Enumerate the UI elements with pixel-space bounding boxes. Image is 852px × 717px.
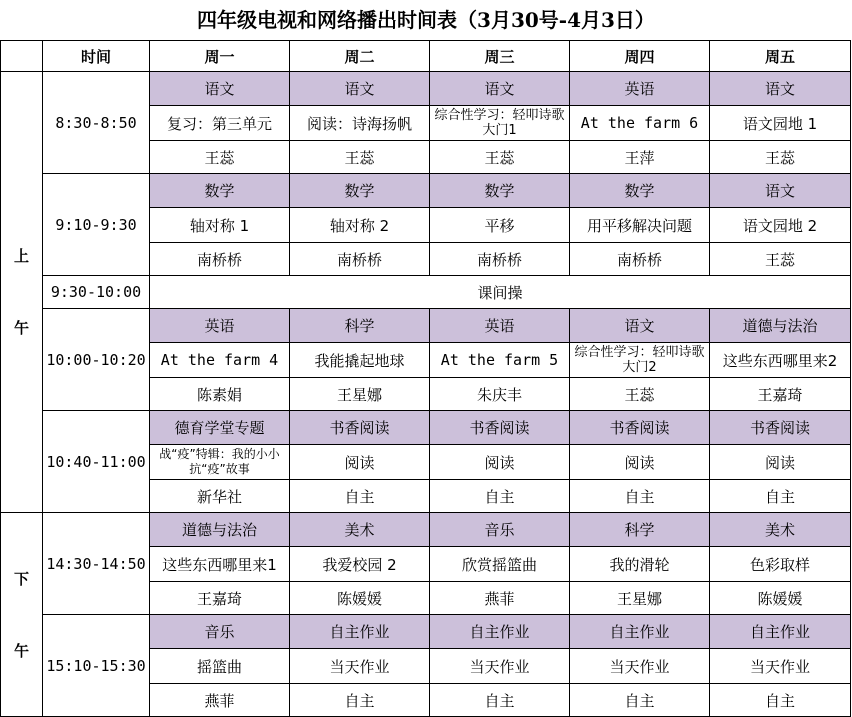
- header-wednesday: 周三: [430, 41, 570, 72]
- subject-cell: 音乐: [430, 513, 570, 547]
- topic-cell: 语文园地 1: [710, 106, 851, 141]
- break-row: [1, 276, 851, 309]
- teacher-cell: 王蕊: [710, 243, 851, 276]
- subject-cell: 自主作业: [290, 615, 430, 649]
- teacher-cell: 燕菲: [150, 684, 290, 717]
- afternoon-label: 下 午: [1, 513, 43, 717]
- topic-cell: 平移: [430, 208, 570, 243]
- topic-cell: 摇篮曲: [150, 649, 290, 684]
- subject-cell: 书香阅读: [570, 411, 710, 445]
- teacher-cell: 王蕊: [290, 141, 430, 174]
- topic-cell: 战“疫”特辑：我的小小抗“疫”故事: [150, 445, 290, 480]
- header-time: 时间: [43, 41, 150, 72]
- subject-cell: 道德与法治: [150, 513, 290, 547]
- topic-cell: 综合性学习：轻叩诗歌大门1: [430, 106, 570, 141]
- time-slot: 8:30-8:50: [43, 72, 150, 174]
- time-slot: 10:00-10:20: [43, 309, 150, 411]
- teacher-cell: 王蕊: [150, 141, 290, 174]
- subject-cell: 数学: [150, 174, 290, 208]
- teacher-cell: 新华社: [150, 480, 290, 513]
- teacher-cell: 王蕊: [710, 141, 851, 174]
- teacher-cell: 南桥桥: [150, 243, 290, 276]
- topic-cell: 这些东西哪里来1: [150, 547, 290, 582]
- subject-cell: 科学: [570, 513, 710, 547]
- topic-cell: At the farm 4: [150, 343, 290, 378]
- table-row: [1, 309, 851, 343]
- subject-cell: 数学: [290, 174, 430, 208]
- topic-cell: 当天作业: [570, 649, 710, 684]
- page-title: 四年级电视和网络播出时间表（3月30号-4月3日）: [197, 8, 655, 32]
- time-slot: 10:40-11:00: [43, 411, 150, 513]
- subject-cell: 自主作业: [710, 615, 851, 649]
- teacher-cell: 燕菲: [430, 582, 570, 615]
- teacher-cell: 王嘉琦: [150, 582, 290, 615]
- topic-cell: 我的滑轮: [570, 547, 710, 582]
- header-row: [1, 41, 851, 72]
- subject-cell: 书香阅读: [290, 411, 430, 445]
- topic-cell: 语文园地 2: [710, 208, 851, 243]
- header-thursday: 周四: [570, 41, 710, 72]
- teacher-cell: 自主: [430, 480, 570, 513]
- teacher-cell: 自主: [430, 684, 570, 717]
- topic-cell: 欣赏摇篮曲: [430, 547, 570, 582]
- topic-cell: 用平移解决问题: [570, 208, 710, 243]
- period-header-cell: [1, 41, 43, 72]
- teacher-cell: 自主: [290, 480, 430, 513]
- teacher-cell: 王蕊: [570, 378, 710, 411]
- schedule-table: [0, 40, 851, 717]
- subject-cell: 书香阅读: [710, 411, 851, 445]
- topic-cell: 阅读：诗海扬帆: [290, 106, 430, 141]
- teacher-cell: 陈媛媛: [290, 582, 430, 615]
- subject-cell: 音乐: [150, 615, 290, 649]
- teacher-cell: 南桥桥: [290, 243, 430, 276]
- subject-cell: 美术: [710, 513, 851, 547]
- teacher-cell: 陈媛媛: [710, 582, 851, 615]
- teacher-cell: 南桥桥: [570, 243, 710, 276]
- teacher-cell: 自主: [710, 684, 851, 717]
- topic-cell: 色彩取样: [710, 547, 851, 582]
- table-row: [1, 513, 851, 547]
- header-monday: 周一: [150, 41, 290, 72]
- teacher-cell: 王嘉琦: [710, 378, 851, 411]
- teacher-cell: 南桥桥: [430, 243, 570, 276]
- teacher-cell: 自主: [290, 684, 430, 717]
- subject-cell: 英语: [430, 309, 570, 343]
- subject-cell: 英语: [150, 309, 290, 343]
- subject-cell: 美术: [290, 513, 430, 547]
- topic-cell: 这些东西哪里来2: [710, 343, 851, 378]
- time-slot: 15:10-15:30: [43, 615, 150, 717]
- time-slot: 14:30-14:50: [43, 513, 150, 615]
- topic-cell: 我爱校园 2: [290, 547, 430, 582]
- teacher-cell: 王星娜: [290, 378, 430, 411]
- break-time: 9:30-10:00: [43, 276, 150, 309]
- subject-cell: 书香阅读: [430, 411, 570, 445]
- table-row: [1, 411, 851, 445]
- topic-cell: 综合性学习：轻叩诗歌大门2: [570, 343, 710, 378]
- topic-cell: 当天作业: [290, 649, 430, 684]
- subject-cell: 德育学堂专题: [150, 411, 290, 445]
- table-row: [1, 615, 851, 649]
- subject-cell: 语文: [710, 174, 851, 208]
- topic-cell: 阅读: [570, 445, 710, 480]
- teacher-cell: 自主: [570, 684, 710, 717]
- subject-cell: 语文: [430, 72, 570, 106]
- topic-cell: 轴对称 1: [150, 208, 290, 243]
- topic-cell: At the farm 6: [570, 106, 710, 141]
- subject-cell: 自主作业: [430, 615, 570, 649]
- subject-cell: 语文: [290, 72, 430, 106]
- teacher-cell: 自主: [710, 480, 851, 513]
- subject-cell: 语文: [150, 72, 290, 106]
- topic-cell: At the farm 5: [430, 343, 570, 378]
- subject-cell: 自主作业: [570, 615, 710, 649]
- header-tuesday: 周二: [290, 41, 430, 72]
- subject-cell: 语文: [570, 309, 710, 343]
- topic-cell: 阅读: [290, 445, 430, 480]
- table-row: [1, 72, 851, 106]
- subject-cell: 数学: [430, 174, 570, 208]
- table-row: [1, 174, 851, 208]
- subject-cell: 语文: [710, 72, 851, 106]
- subject-cell: 数学: [570, 174, 710, 208]
- topic-cell: 当天作业: [430, 649, 570, 684]
- teacher-cell: 王萍: [570, 141, 710, 174]
- topic-cell: 轴对称 2: [290, 208, 430, 243]
- subject-cell: 英语: [570, 72, 710, 106]
- subject-cell: 道德与法治: [710, 309, 851, 343]
- break-label: 课间操: [150, 276, 851, 309]
- topic-cell: 复习：第三单元: [150, 106, 290, 141]
- teacher-cell: 陈素娟: [150, 378, 290, 411]
- time-slot: 9:10-9:30: [43, 174, 150, 276]
- topic-cell: 我能撬起地球: [290, 343, 430, 378]
- teacher-cell: 王星娜: [570, 582, 710, 615]
- topic-cell: 阅读: [710, 445, 851, 480]
- subject-cell: 科学: [290, 309, 430, 343]
- teacher-cell: 自主: [570, 480, 710, 513]
- header-friday: 周五: [710, 41, 851, 72]
- teacher-cell: 朱庆丰: [430, 378, 570, 411]
- topic-cell: 当天作业: [710, 649, 851, 684]
- topic-cell: 阅读: [430, 445, 570, 480]
- teacher-cell: 王蕊: [430, 141, 570, 174]
- morning-label: 上 午: [1, 72, 43, 513]
